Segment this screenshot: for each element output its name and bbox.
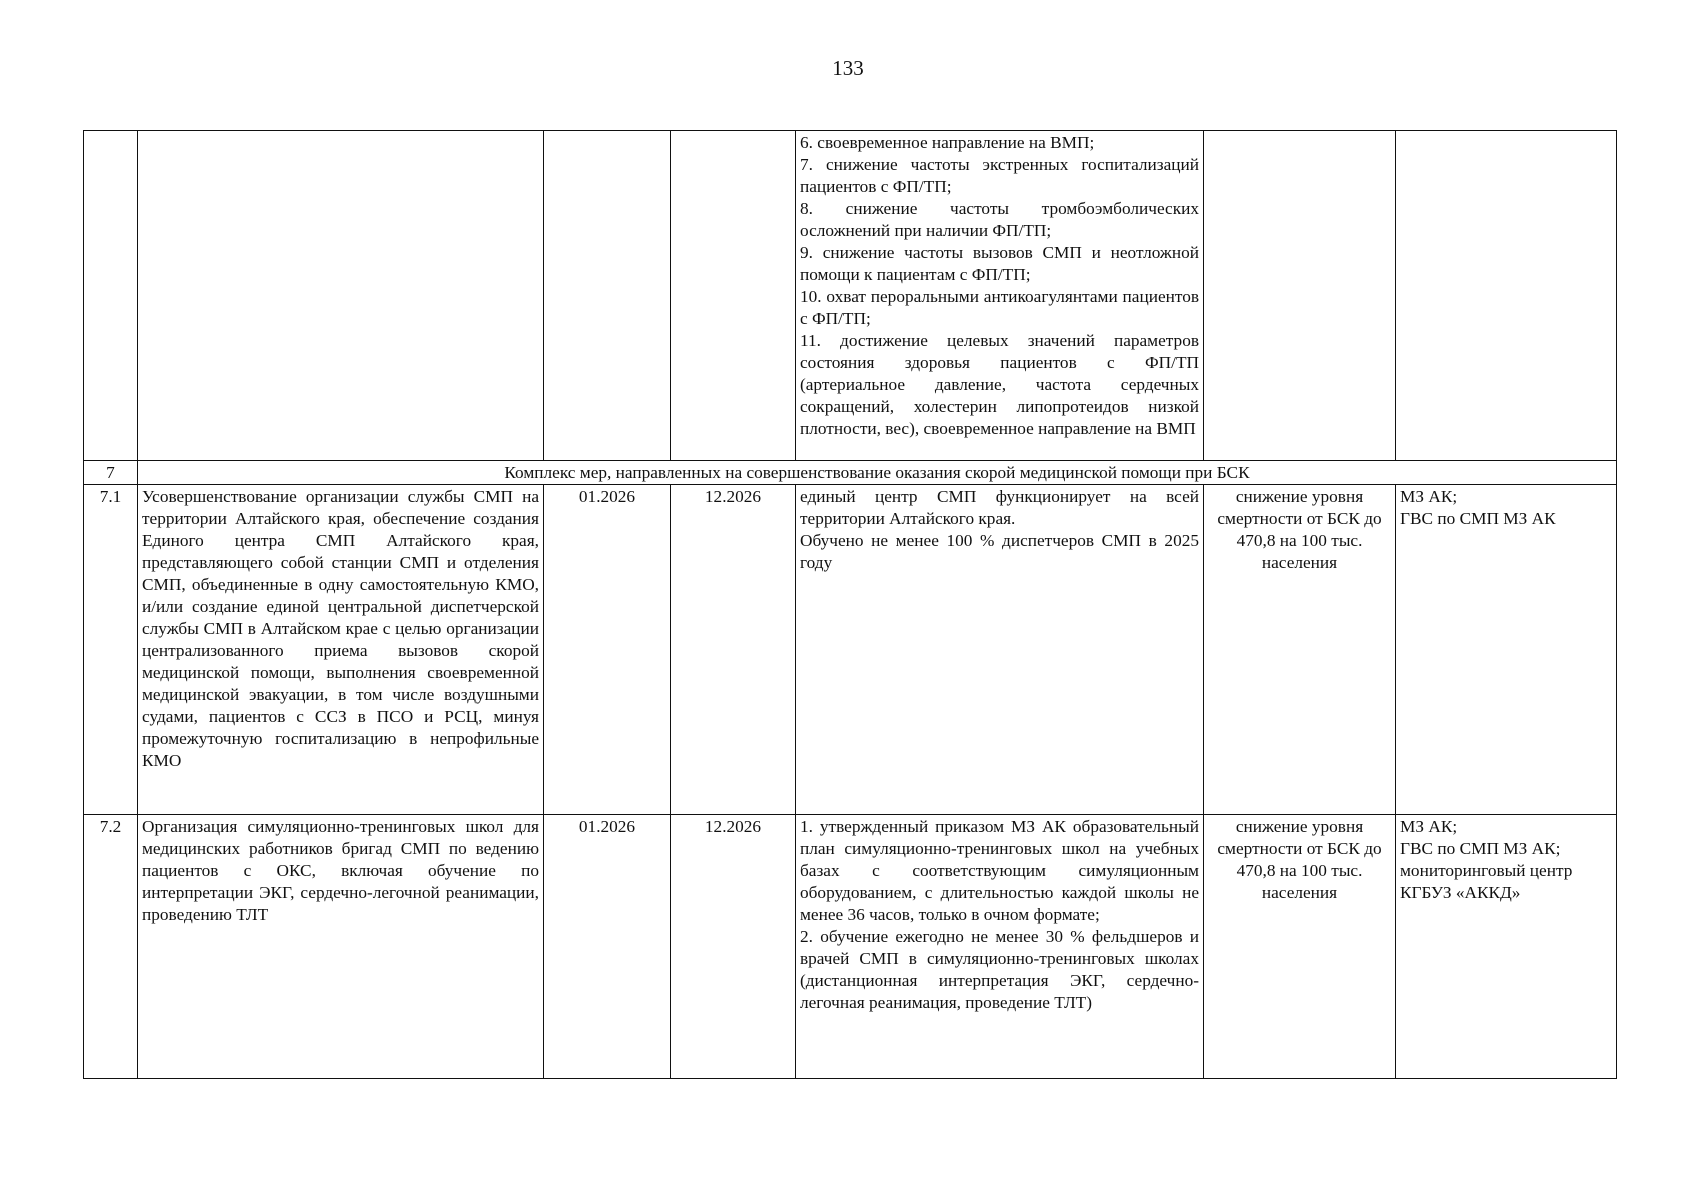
result-item: 8. снижение частоты тромбоэмболических осложнений при наличии ФП/ТП; xyxy=(800,199,1199,240)
indicator-text: снижение уровня смертности от БСК до 470,8 на 100 тыс. населения xyxy=(1204,485,1396,815)
result-item: 2. обучение ежегодно не менее 30 % фельдшеров и врачей СМП в симуляционно-тренинговых школах (дистанционная интерпретация ЭКГ, сердечно-легочная реанимация, проведение ТЛТ) xyxy=(800,927,1199,1012)
responsible-item: мониторинговый центр КГБУЗ «АККД» xyxy=(1400,861,1573,902)
end-date: 12.2026 xyxy=(671,485,796,815)
indicator-cell xyxy=(1204,131,1396,461)
responsible-item: МЗ АК; xyxy=(1400,487,1458,506)
table-row xyxy=(84,485,1617,815)
measure-text: Организация симуляционно-тренинговых школ для медицинских работников бригад СМП по ведению пациентов с ОКС, включая обучение по интерпретации ЭКГ, сердечно-легочной реанимации, проведению ТЛТ xyxy=(138,815,544,1079)
measure-cell xyxy=(138,131,544,461)
table-row xyxy=(84,131,1617,461)
responsible-item: МЗ АК; xyxy=(1400,817,1458,836)
number-cell xyxy=(84,131,138,461)
measures-table xyxy=(83,130,1617,1079)
end-date-cell xyxy=(671,131,796,461)
result-item: 9. снижение частоты вызовов СМП и неотложной помощи к пациентам с ФП/ТП; xyxy=(800,243,1199,284)
result-item: 10. охват пероральными антикоагулянтами пациентов с ФП/ТП; xyxy=(800,287,1199,328)
indicator-text: снижение уровня смертности от БСК до 470,8 на 100 тыс. населения xyxy=(1204,815,1396,1079)
result-item: единый центр СМП функционирует на всей территории Алтайского края. xyxy=(800,487,1199,528)
start-date: 01.2026 xyxy=(544,815,671,1079)
page-number: 133 xyxy=(832,56,864,80)
section-title: Комплекс мер, направленных на совершенствование оказания скорой медицинской помощи при БСК xyxy=(138,461,1617,485)
responsible-cell xyxy=(1396,815,1617,1079)
result-item: Обучено не менее 100 % диспетчеров СМП в 2025 году xyxy=(800,531,1199,572)
section-row xyxy=(84,461,1617,485)
responsible-cell xyxy=(1396,131,1617,461)
table-row xyxy=(84,815,1617,1079)
end-date: 12.2026 xyxy=(671,815,796,1079)
responsible-item: ГВС по СМП МЗ АК xyxy=(1400,509,1556,528)
results-cell xyxy=(796,131,1204,461)
responsible-cell xyxy=(1396,485,1617,815)
start-date: 01.2026 xyxy=(544,485,671,815)
result-item: 11. достижение целевых значений параметров состояния здоровья пациентов с ФП/ТП (артериальное давление, частота сердечных сокращений, холестерин липопротеидов низкой плотности, вес), своевременное направление на ВМП xyxy=(800,331,1199,438)
row-number: 7.2 xyxy=(84,815,138,1079)
result-item: 7. снижение частоты экстренных госпитализаций пациентов с ФП/ТП; xyxy=(800,155,1199,196)
responsible-item: ГВС по СМП МЗ АК; xyxy=(1400,839,1561,858)
result-item: 6. своевременное направление на ВМП; xyxy=(800,133,1095,152)
results-cell xyxy=(796,815,1204,1079)
results-cell xyxy=(796,485,1204,815)
result-item: 1. утвержденный приказом МЗ АК образовательный план симуляционно-тренинговых школ на учебных базах с соответствующим симуляционным оборудованием, с длительностью каждой школы не менее 36 часов, только в очном формате; xyxy=(800,817,1199,924)
measure-text: Усовершенствование организации службы СМП на территории Алтайского края, обеспечение создания Единого центра СМП Алтайского края, представляющего собой станции СМП и отделения СМП, объединенные в одну самостоятельную КМО, и/или создание единой центральной диспетчерской службы СМП в Алтайском крае с целью организации централизованного приема вызовов скорой медицинской помощи, выполнения своевременной медицинской эвакуации, в том числе воздушными судами, пациентов с ССЗ в ПСО и РСЦ, минуя промежуточную госпитализацию в непрофильные КМО xyxy=(138,485,544,815)
start-date-cell xyxy=(544,131,671,461)
section-number: 7 xyxy=(84,461,138,485)
row-number: 7.1 xyxy=(84,485,138,815)
